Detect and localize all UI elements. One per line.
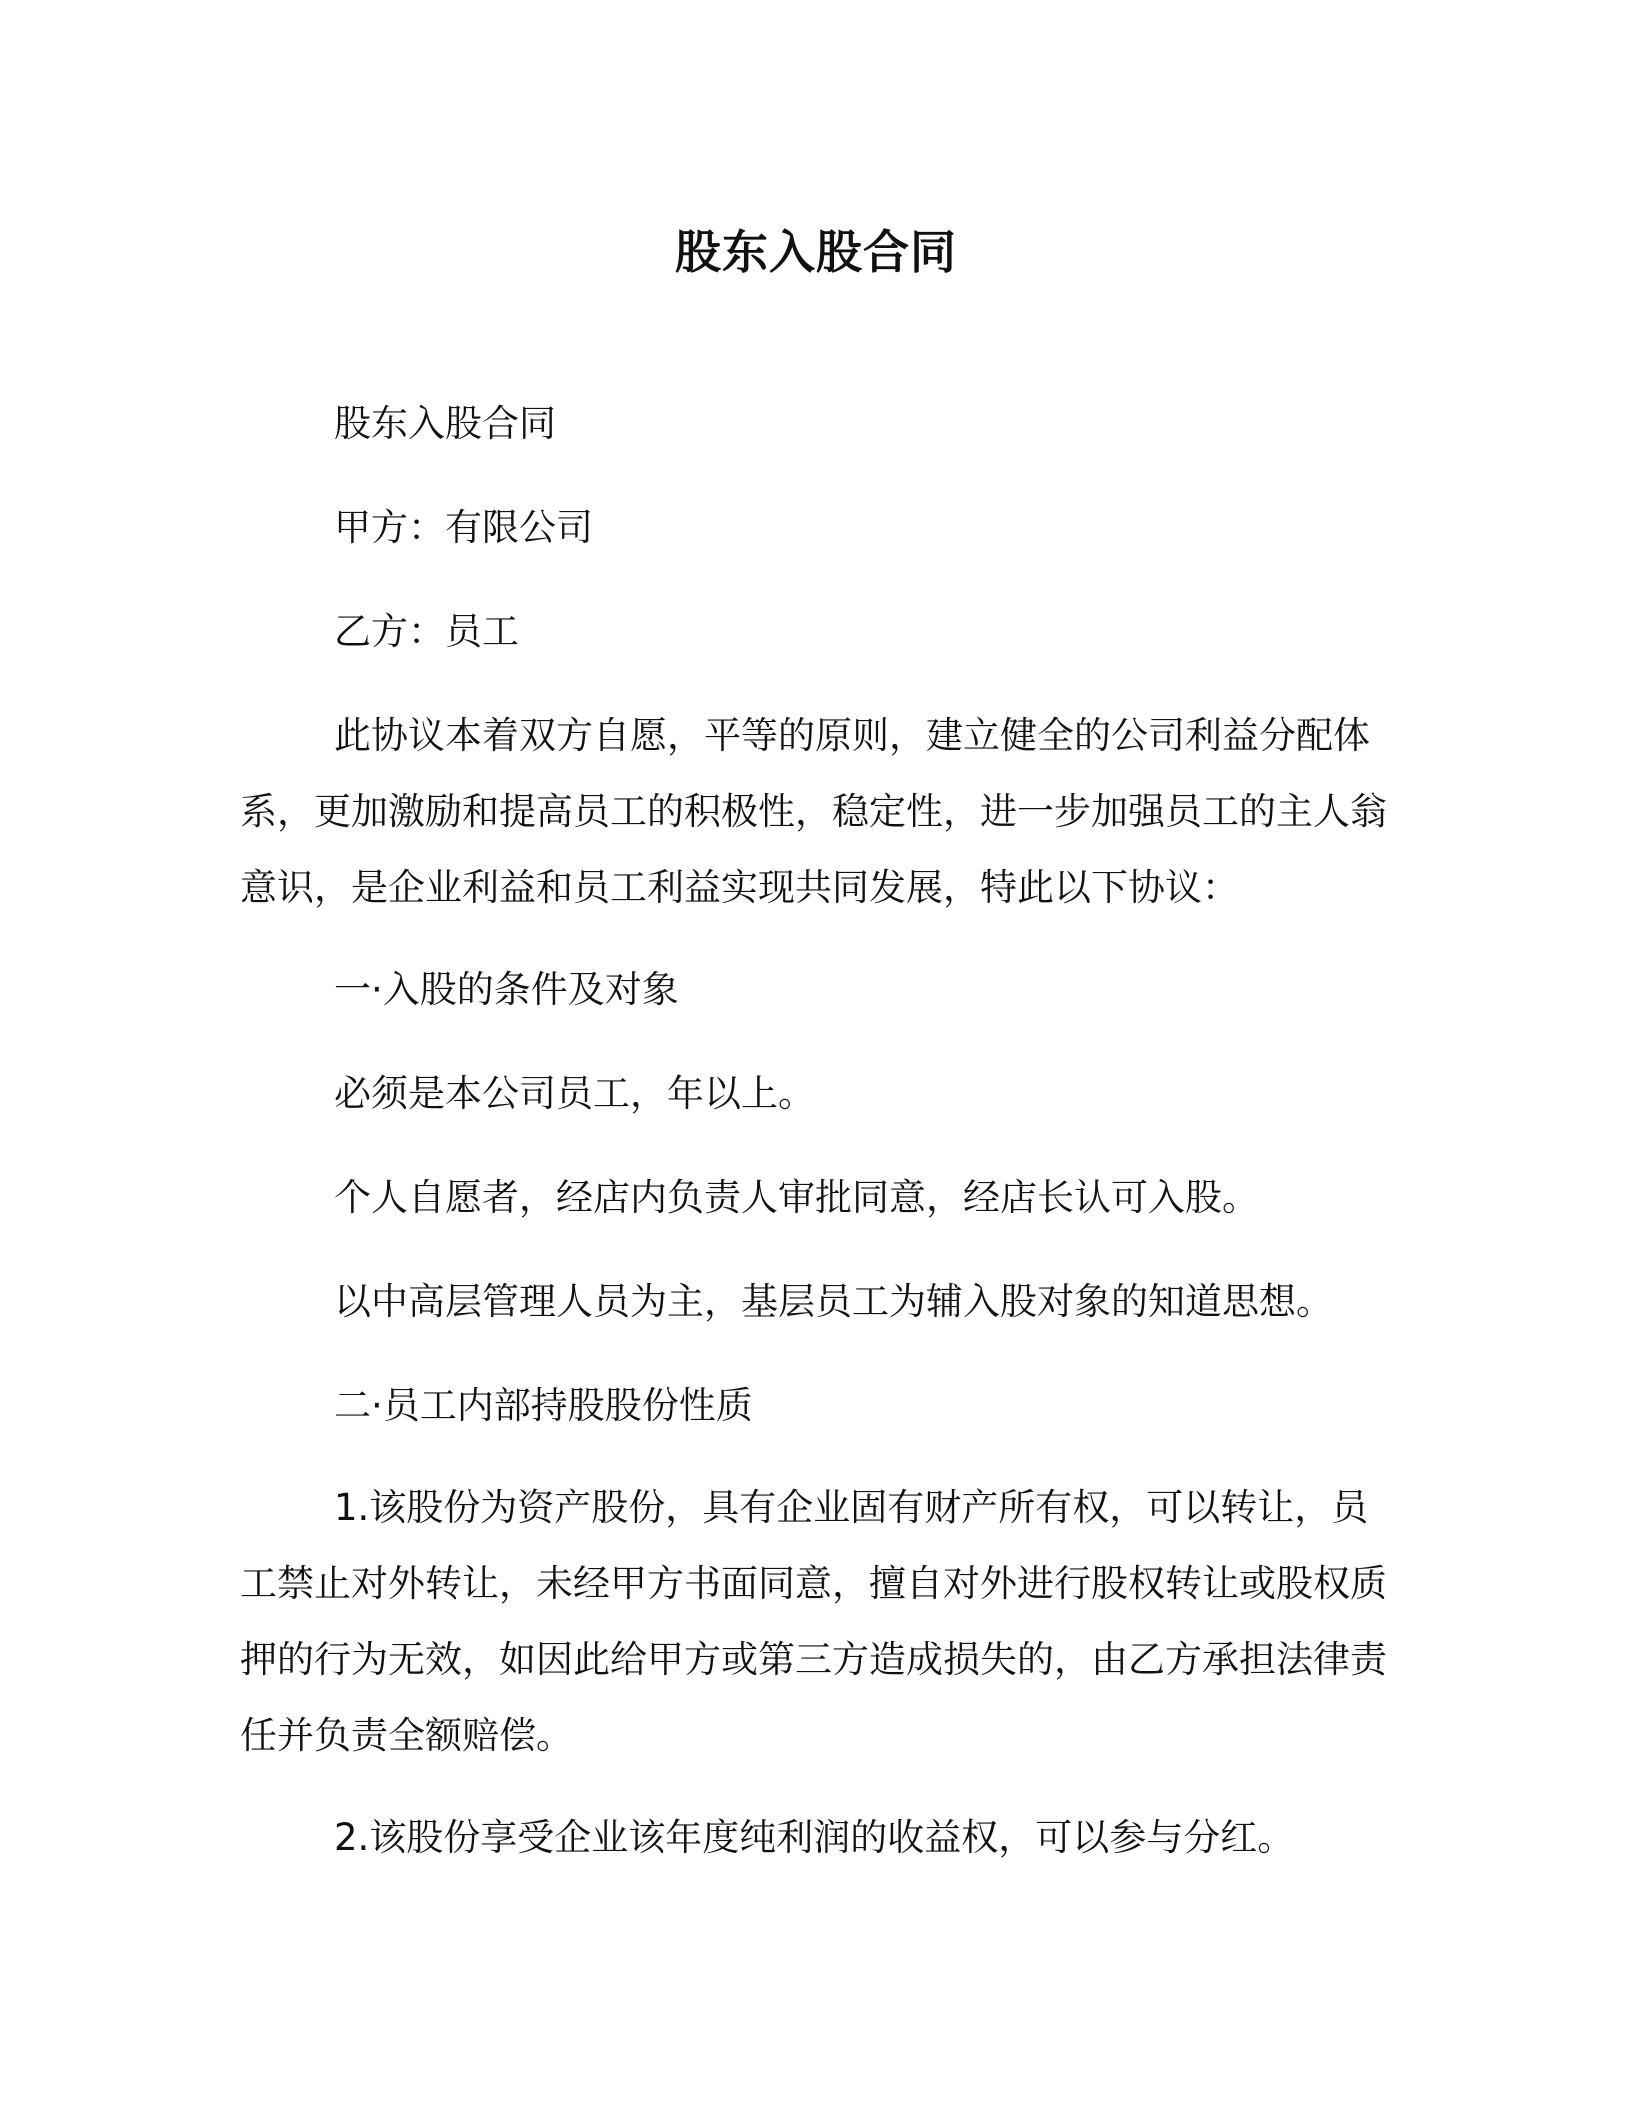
paragraph-condition-1: 必须是本公司员工，年以上。 <box>334 1072 815 1115</box>
section-heading-1: 一·入股的条件及对象 <box>334 968 679 1011</box>
section-heading-2: 二·员工内部持股股份性质 <box>334 1384 753 1427</box>
paragraph-intro: 此协议本着双方自愿，平等的原则，建立健全的公司利益分配体系，更加激励和提高员工的积极性，稳定性，进一步加强员工的主人翁意识，是企业利益和员工利益实现共同发展，特此以下协议： <box>240 714 1387 909</box>
paragraph-heading: 股东入股合同 <box>334 402 556 445</box>
paragraph-party-b: 乙方：员工 <box>334 610 519 653</box>
document-title: 股东入股合同 <box>675 225 957 279</box>
paragraph-party-a: 甲方：有限公司 <box>334 506 593 549</box>
paragraph-share-nature-2: 2.该股份享受企业该年度纯利润的收益权，可以参与分红。 <box>334 1816 1295 1859</box>
paragraph-condition-3: 以中高层管理人员为主，基层员工为辅入股对象的知道思想。 <box>334 1280 1333 1323</box>
paragraph-condition-2: 个人自愿者，经店内负责人审批同意，经店长认可入股。 <box>334 1176 1259 1219</box>
paragraph-share-nature-1: 1.该股份为资产股份，具有企业固有财产所有权，可以转让，员工禁止对外转让，未经甲方书面同意，擅自对外进行股权转让或股权质押的行为无效，如因此给甲方或第三方造成损失的，由乙方承担法律责任并负责全额赔偿。 <box>240 1486 1387 1757</box>
